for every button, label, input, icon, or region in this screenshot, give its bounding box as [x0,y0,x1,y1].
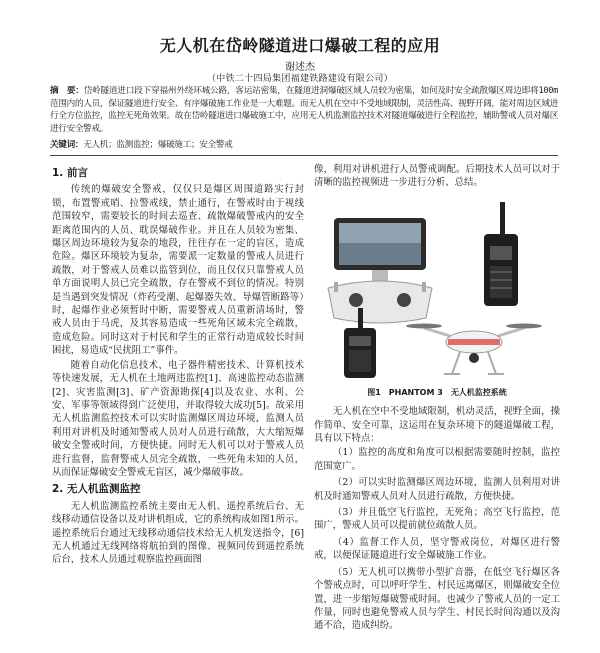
remote-controller-image [328,218,432,323]
keywords-text: 无人机；监测监控；爆破施工；安全警戒 [83,140,233,150]
walkie-talkie-image [484,202,518,306]
keywords [50,139,558,151]
author: 谢述杰 [285,62,315,73]
paragraph: 传统的爆破安全警戒，仅仅只是爆区周围道路实行封锁，布置警戒哨、拉警戒线，禁止通行，在警戒时由于视线范围较窄，需要较长的时间去巡查、疏散爆破警戒内的安全距离范围内的人员、耽误爆破作业。并且在人员较为密集、爆区周边环境较为复杂的地段，往往存在一定的盲区，造成危险。爆区环境较为复杂，需要派一定数量的警戒人员进行疏散，对于警戒人员难以监管到位，而且仅仅只靠警戒人员单方面说明人员已完全疏散，存在警戒不到位的情况。特别是当遇到突发情况（炸药受潮、起爆器失效、导爆管断路等）时，起爆作业必须暂时中断，需要警戒人员重新清场时，警戒人员由于马虎，及其容易造成一些死角区域未完全疏散，造成危险。同时这对于村民和学生的正常行动造成较长时间困扰，易造成“民扰阻工”事件。 [52,184,304,357]
paper-title: 无人机在岱岭隧道进口爆破工程的应用 [159,36,441,55]
list-item: （1）监控的高度和角度可以根据需要随时控制，监控范围宽广。 [314,447,560,472]
list-item: （3）并且低空飞行监控，无死角；高空飞行监控，范围广，警戒人员可以提前就位疏散人员。 [314,507,560,532]
paragraph: 随着自动化信息技术、电子器件精密技术、计算机技术等快速发展，无人机在土地两违监控[1]、高速监控动态监测[2]、灾害监测[3]、矿产资源勘探[4]以及农业、水利、公安、军事等领域得到广泛使用，并取得较大成功[5]。故采用无人机监测监控技术可以实时监测爆区周边环境，监测人员利用对讲机及时通知警戒人员对人员进行疏散，大大缩短爆破安全警戒时间，方便快捷。同时无人机可以对于警戒人员进行监督，监督警戒人员完全疏散，一些死角未知的人员，从而保证爆破安全警戒无盲区，减少爆破事故。 [52,359,304,478]
list-item: （4）监督工作人员，坚守警戒岗位，对爆区进行警戒，以便保证隧道进行安全爆破施工作业。 [314,536,560,562]
paragraph: 无人机监测监控系统主要由无人机、遥控系统后台、无线移动通信设备以及对讲机组成，它的系统构成如图1所示。遥控系统后台通过无线移动通信技术给无人机发送指令，[6]无人机通过无线网络将航拍到的图像、视频同传到遥控系统后台，技术人员通过观察监控画面图 [52,500,304,566]
right-column [314,163,560,636]
figure-caption: 图1 PHANTOM 3 无人机监控系统 [367,387,507,397]
list-item: （2）可以实时监测爆区周边环境，监测人员利用对讲机及时通知警戒人员对人员进行疏散，方便快捷。 [314,477,560,502]
abstract-label: 摘 要： [50,86,84,96]
affiliation: （中铁二十四局集团福建铁路建设有限公司） [206,74,393,84]
section-heading-uav: 2. 无人机监测监控 [52,483,141,496]
abstract [50,85,558,135]
list-item: （5）无人机可以携带小型扩音器，在低空飞行爆区各个警戒点时，可以呼吁学生、村民远离爆区，则爆破安全位置，进一步缩短爆破警戒时间。也减少了警戒人员的一定工作量，同时也避免警戒人员与学生、村民长时间沟通以及沟通不洽，造成纠纷。 [314,566,560,632]
figure-uav-system [314,196,560,384]
keywords-label: 关键词： [50,140,84,150]
header-divider [50,155,558,156]
paragraph: 无人机在空中不受地域限制，机动灵活，视野全面，操作简单、安全可靠，这运用在复杂环境下的隧道爆破工程，具有以下特点： [314,406,560,445]
paragraph: 像，利用对讲机进行人员警戒调配。后期技术人员可以对于清晰的监控视频进一步进行分析、总结。 [314,164,560,189]
left-column [52,163,304,568]
uav-system-illustration [314,196,560,384]
abstract-text: 岱岭隧道进口段下穿福州外绕环城公路，客运站密集，在隧道进洞爆破区域人员较为密集，如何及时安全疏散爆区周边即将100m范围内的人员，保证隧道进行安全、有序爆破施工作业是一大难题。而无人机在空中不受地域限制，灵活性高、视野开阔，能对周边区域进行全方位监控，监控无死角效果。故在岱岭隧道进口爆破施工中，应用无人机监测监控技术对隧道爆破进行全程监控，辅助警戒人员对爆区进行安全警戒。 [50,86,558,134]
section-heading-intro: 1. 前言 [52,167,88,179]
drone-image [406,323,542,374]
